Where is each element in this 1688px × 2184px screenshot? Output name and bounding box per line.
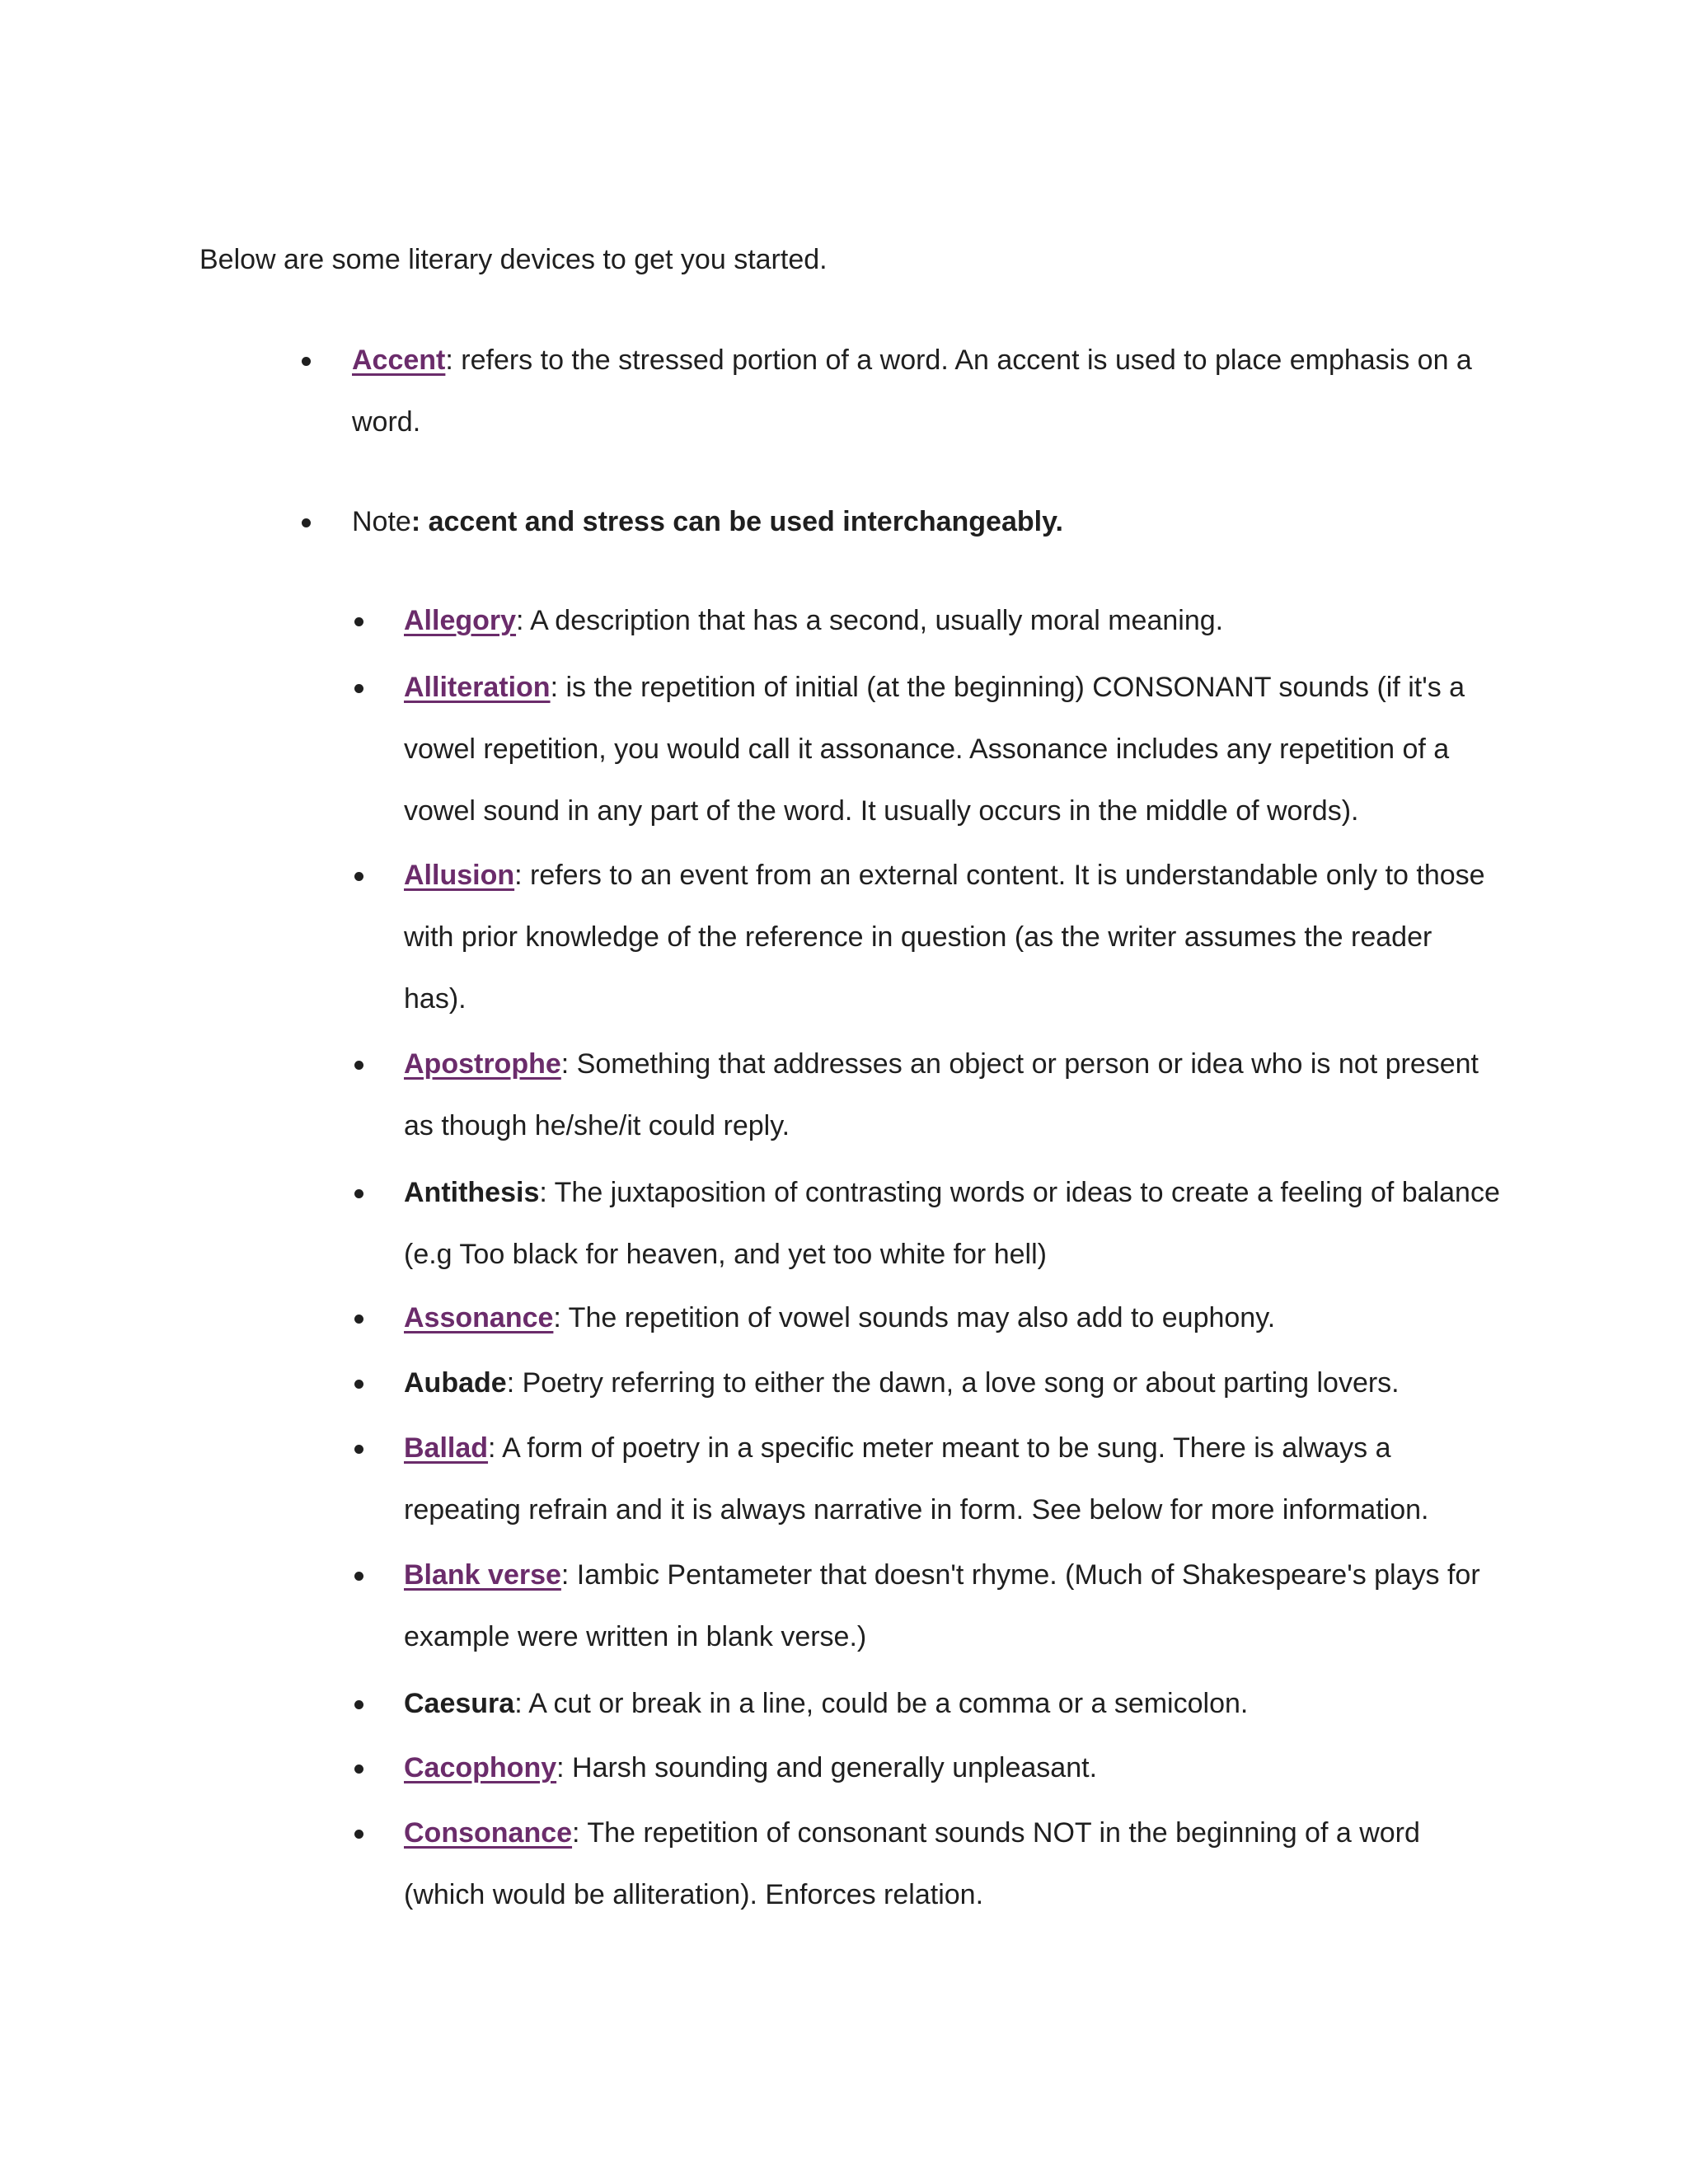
definition-text: : Something that addresses an object or person or idea who is not present as though he/she/it could reply. <box>404 1048 1479 1141</box>
list-item-text <box>404 1033 1500 1157</box>
definition-text: : The repetition of vowel sounds may also add to euphony. <box>553 1302 1276 1333</box>
term-link-consonance[interactable]: Consonance <box>404 1817 573 1849</box>
bullet-icon <box>354 657 364 719</box>
bullet-icon <box>354 1673 364 1735</box>
bullet-icon <box>354 1737 364 1799</box>
definition-text: : refers to an event from an external content. It is understandable only to those with prior knowledge of the reference in question (as the writer assumes the reader has). <box>404 860 1485 1015</box>
list-item-text <box>404 1802 1500 1926</box>
bullet-icon <box>354 1544 364 1606</box>
bullet-icon <box>354 1352 364 1414</box>
definition-text: : refers to the stressed portion of a word. An accent is used to place emphasis on a word. <box>352 344 1472 438</box>
term-link-accent[interactable]: Accent <box>352 344 446 376</box>
term-aubade: Aubade <box>404 1367 507 1399</box>
definition-text: : Poetry referring to either the dawn, a love song or about parting lovers. <box>506 1367 1400 1399</box>
list-item-text <box>404 1418 1500 1541</box>
list-item-text <box>352 491 1506 553</box>
term-caesura: Caesura <box>404 1688 515 1719</box>
list-item-text <box>404 1352 1500 1414</box>
list-item-text <box>404 845 1500 1030</box>
list-item-text <box>404 1287 1500 1349</box>
note-label: Note <box>352 506 411 537</box>
term-link-ballad[interactable]: Ballad <box>404 1432 489 1464</box>
definition-text: : A form of poetry in a specific meter meant to be sung. There is always a repeating refrain and it is always narrative in form. See below for more information. <box>404 1432 1429 1526</box>
list-item-text <box>404 1162 1500 1286</box>
definition-text: : The repetition of consonant sounds NOT in the beginning of a word (which would be alliteration). Enforces relation. <box>404 1817 1420 1910</box>
term-link-apostrophe[interactable]: Apostrophe <box>404 1048 561 1080</box>
list-item-text <box>352 330 1506 453</box>
term-link-cacophony[interactable]: Cacophony <box>404 1752 557 1783</box>
term-link-alliteration[interactable]: Alliteration <box>404 672 551 703</box>
list-item-text <box>404 1673 1500 1735</box>
bullet-icon <box>354 845 364 907</box>
definition-text: : is the repetition of initial (at the beginning) CONSONANT sounds (if it's a vowel repetition, you would call it assonance. Assonance includes any repetition of a vowel sound in any part of the word. It usually occurs in the middle of words). <box>404 672 1465 827</box>
definition-text: : A cut or break in a line, could be a comma or a semicolon. <box>514 1688 1249 1719</box>
definition-text: : Harsh sounding and generally unpleasant. <box>556 1752 1098 1783</box>
list-item-text <box>404 657 1500 842</box>
bullet-icon <box>354 590 364 652</box>
term-link-blank-verse[interactable]: Blank verse <box>404 1559 561 1591</box>
intro-paragraph: Below are some literary devices to get you started. <box>199 244 828 275</box>
term-antithesis: Antithesis <box>404 1177 540 1208</box>
bullet-icon <box>354 1287 364 1349</box>
bullet-icon <box>354 1162 364 1224</box>
definition-text: : Iambic Pentameter that doesn't rhyme. (Much of Shakespeare's plays for example were written in blank verse.) <box>404 1559 1480 1652</box>
bullet-icon <box>302 330 312 391</box>
definition-text: : A description that has a second, usually moral meaning. <box>516 605 1224 636</box>
list-item-text <box>404 1544 1500 1668</box>
list-item-text <box>404 1737 1500 1799</box>
term-link-allusion[interactable]: Allusion <box>404 860 515 891</box>
term-link-assonance[interactable]: Assonance <box>404 1302 554 1333</box>
term-link-allegory[interactable]: Allegory <box>404 605 517 636</box>
bullet-icon <box>354 1802 364 1864</box>
bullet-icon <box>354 1033 364 1095</box>
note-text: : accent and stress can be used interchangeably. <box>410 506 1063 537</box>
bullet-icon <box>302 491 312 553</box>
definition-text: : The juxtaposition of contrasting words or ideas to create a feeling of balance (e.g Too black for heaven, and yet too white for hell) <box>404 1177 1500 1270</box>
bullet-icon <box>354 1418 364 1479</box>
list-item-text <box>404 590 1500 652</box>
